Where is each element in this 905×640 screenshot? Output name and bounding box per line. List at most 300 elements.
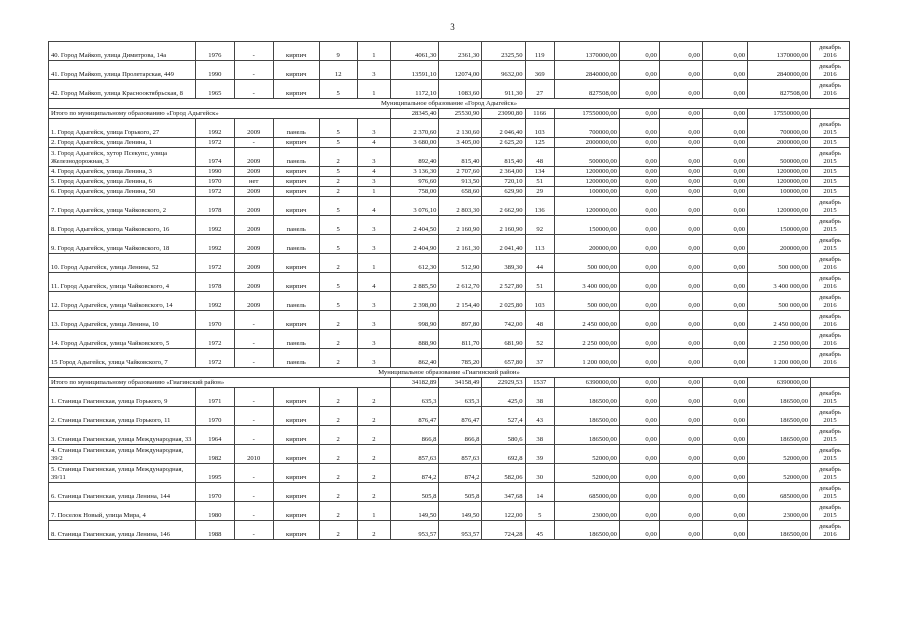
cell-entrances: 4: [357, 273, 391, 292]
cell-fund: 0,00: [619, 311, 659, 330]
cell-name: 7. Город Адыгейск, улица Чайковского, 2: [49, 197, 196, 216]
cell-cost-total: 23000,00: [554, 502, 619, 521]
cell-floors: 5: [319, 216, 357, 235]
cell-due: декабрь 2015: [811, 148, 850, 167]
cell-repair: -: [234, 80, 273, 99]
cell-area-total: 876,47: [391, 407, 439, 426]
cell-residents: 38: [525, 388, 554, 407]
cell-material: кирпич: [273, 521, 319, 540]
cell-due: декабрь 2015: [811, 483, 850, 502]
total-area-res: 22929,53: [482, 378, 525, 388]
cell-area-total: 976,60: [391, 177, 439, 187]
cell-cost-total: 500000,00: [554, 148, 619, 167]
cell-due: 2015: [811, 177, 850, 187]
cell-area-total: 3 680,00: [391, 138, 439, 148]
cell-year: 1972: [195, 187, 234, 197]
cell-area-total: 857,63: [391, 445, 439, 464]
cell-year: 1965: [195, 80, 234, 99]
cell-budget-reg: 0,00: [659, 330, 702, 349]
cell-budget-mun: 0,00: [702, 407, 747, 426]
cell-area-total: 892,40: [391, 148, 439, 167]
cell-material: кирпич: [273, 197, 319, 216]
cell-owners: 23000,00: [748, 502, 811, 521]
cell-area-total: 888,90: [391, 330, 439, 349]
cell-cost-total: 52000,00: [554, 464, 619, 483]
cell-name: 4. Город Адыгейск, улица Ленина, 3: [49, 167, 196, 177]
cell-repair: 2009: [234, 235, 273, 254]
cell-budget-mun: 0,00: [702, 426, 747, 445]
cell-owners: 100000,00: [748, 187, 811, 197]
cell-budget-reg: 0,00: [659, 197, 702, 216]
cell-area-living: 897,80: [439, 311, 482, 330]
cell-floors: 2: [319, 445, 357, 464]
cell-fund: 0,00: [619, 235, 659, 254]
cell-owners: 500 000,00: [748, 254, 811, 273]
cell-residents: 38: [525, 426, 554, 445]
cell-year: 1992: [195, 235, 234, 254]
cell-area-living: 3 405,00: [439, 138, 482, 148]
cell-area-total: 866,8: [391, 426, 439, 445]
cell-owners: 2000000,00: [748, 138, 811, 148]
table-row: [49, 235, 850, 254]
cell-budget-reg: 0,00: [659, 254, 702, 273]
cell-owners: 186500,00: [748, 521, 811, 540]
cell-residents: 51: [525, 273, 554, 292]
cell-cost-total: 1200000,00: [554, 177, 619, 187]
table-row: [49, 61, 850, 80]
cell-material: кирпич: [273, 502, 319, 521]
cell-area-res: 724,28: [482, 521, 525, 540]
total-empty-cell: [811, 378, 850, 388]
cell-due: декабрь 2015: [811, 407, 850, 426]
cell-area-res: 527,4: [482, 407, 525, 426]
cell-area-total: 505,8: [391, 483, 439, 502]
cell-fund: 0,00: [619, 349, 659, 368]
cell-area-total: 862,40: [391, 349, 439, 368]
cell-fund: 0,00: [619, 42, 659, 61]
cell-area-total: 758,00: [391, 187, 439, 197]
cell-floors: 5: [319, 138, 357, 148]
cell-name: 8. Станица Гиагинская, улица Ленина, 146: [49, 521, 196, 540]
total-cost-total: 6390000,00: [554, 378, 619, 388]
cell-fund: 0,00: [619, 426, 659, 445]
cell-area-total: 874,2: [391, 464, 439, 483]
total-fund: 0,00: [619, 109, 659, 119]
cell-cost-total: 2 250 000,00: [554, 330, 619, 349]
cell-material: кирпич: [273, 177, 319, 187]
cell-budget-reg: 0,00: [659, 407, 702, 426]
cell-due: декабрь 2015: [811, 445, 850, 464]
cell-material: кирпич: [273, 407, 319, 426]
cell-area-total: 3 136,30: [391, 167, 439, 177]
cell-entrances: 4: [357, 138, 391, 148]
cell-entrances: 2: [357, 483, 391, 502]
cell-area-res: 2 527,80: [482, 273, 525, 292]
cell-residents: 125: [525, 138, 554, 148]
cell-budget-mun: 0,00: [702, 80, 747, 99]
table-row: [49, 138, 850, 148]
cell-repair: нет: [234, 177, 273, 187]
cell-entrances: 3: [357, 292, 391, 311]
cell-budget-reg: 0,00: [659, 42, 702, 61]
cell-residents: 37: [525, 349, 554, 368]
cell-material: панель: [273, 292, 319, 311]
cell-budget-reg: 0,00: [659, 167, 702, 177]
cell-residents: 48: [525, 311, 554, 330]
cell-area-res: 629,90: [482, 187, 525, 197]
cell-year: 1972: [195, 254, 234, 273]
cell-residents: 39: [525, 445, 554, 464]
total-budget-reg: 0,00: [659, 109, 702, 119]
cell-area-living: 2 160,90: [439, 216, 482, 235]
cell-fund: 0,00: [619, 502, 659, 521]
cell-area-res: 2 046,40: [482, 119, 525, 138]
cell-area-total: 2 404,90: [391, 235, 439, 254]
cell-owners: 700000,00: [748, 119, 811, 138]
cell-area-res: 2 025,80: [482, 292, 525, 311]
cell-floors: 2: [319, 426, 357, 445]
cell-entrances: 3: [357, 177, 391, 187]
cell-repair: -: [234, 502, 273, 521]
cell-residents: 45: [525, 521, 554, 540]
cell-material: кирпич: [273, 187, 319, 197]
cell-entrances: 3: [357, 61, 391, 80]
cell-owners: 827508,00: [748, 80, 811, 99]
cell-repair: 2009: [234, 292, 273, 311]
table-row: [49, 148, 850, 167]
table-row: [49, 292, 850, 311]
cell-year: 1990: [195, 167, 234, 177]
cell-cost-total: 500 000,00: [554, 254, 619, 273]
table-row: [49, 177, 850, 187]
cell-entrances: 4: [357, 167, 391, 177]
cell-fund: 0,00: [619, 119, 659, 138]
cell-cost-total: 1 200 000,00: [554, 349, 619, 368]
cell-fund: 0,00: [619, 80, 659, 99]
cell-residents: 48: [525, 148, 554, 167]
cell-year: 1970: [195, 407, 234, 426]
cell-due: 2015: [811, 187, 850, 197]
cell-area-res: 389,30: [482, 254, 525, 273]
cell-area-res: 911,30: [482, 80, 525, 99]
total-residents: 1537: [525, 378, 554, 388]
cell-area-living: 149,50: [439, 502, 482, 521]
cell-repair: -: [234, 330, 273, 349]
cell-budget-reg: 0,00: [659, 521, 702, 540]
cell-area-res: 425,0: [482, 388, 525, 407]
cell-name: 15 Город Адыгейск, улица Чайковского, 7: [49, 349, 196, 368]
total-label: Итого по муниципальному образованию «Гиагинский район»: [49, 378, 391, 388]
total-area-living: 25530,90: [439, 109, 482, 119]
cell-budget-reg: 0,00: [659, 61, 702, 80]
cell-owners: 52000,00: [748, 445, 811, 464]
cell-floors: 5: [319, 235, 357, 254]
section-header: Муниципальное образование «Гиагинский район»: [49, 368, 850, 378]
cell-area-living: 857,63: [439, 445, 482, 464]
cell-budget-reg: 0,00: [659, 80, 702, 99]
cell-cost-total: 186500,00: [554, 426, 619, 445]
cell-floors: 2: [319, 177, 357, 187]
cell-budget-mun: 0,00: [702, 330, 747, 349]
cell-material: кирпич: [273, 388, 319, 407]
cell-budget-mun: 0,00: [702, 502, 747, 521]
cell-entrances: 1: [357, 187, 391, 197]
cell-area-total: 1172,10: [391, 80, 439, 99]
cell-budget-reg: 0,00: [659, 445, 702, 464]
cell-area-living: 953,57: [439, 521, 482, 540]
cell-budget-mun: 0,00: [702, 167, 747, 177]
cell-repair: 2009: [234, 119, 273, 138]
cell-repair: 2009: [234, 273, 273, 292]
cell-due: декабрь 2016: [811, 80, 850, 99]
cell-area-living: 635,3: [439, 388, 482, 407]
cell-due: декабрь 2016: [811, 254, 850, 273]
cell-material: панель: [273, 216, 319, 235]
cell-owners: 2 450 000,00: [748, 311, 811, 330]
cell-area-living: 2361,30: [439, 42, 482, 61]
cell-name: 40. Город Майкоп, улица Димитрова, 14а: [49, 42, 196, 61]
table-row: [49, 167, 850, 177]
cell-due: декабрь 2016: [811, 42, 850, 61]
cell-budget-mun: 0,00: [702, 197, 747, 216]
cell-material: кирпич: [273, 254, 319, 273]
cell-budget-mun: 0,00: [702, 292, 747, 311]
cell-cost-total: 100000,00: [554, 187, 619, 197]
cell-owners: 52000,00: [748, 464, 811, 483]
table-row: [49, 42, 850, 61]
cell-fund: 0,00: [619, 177, 659, 187]
cell-budget-reg: 0,00: [659, 502, 702, 521]
cell-name: 11. Город Адыгейск, улица Чайковского, 4: [49, 273, 196, 292]
cell-cost-total: 1370000,00: [554, 42, 619, 61]
cell-material: кирпич: [273, 61, 319, 80]
cell-entrances: 3: [357, 148, 391, 167]
cell-area-res: 347,68: [482, 483, 525, 502]
cell-budget-mun: 0,00: [702, 42, 747, 61]
cell-area-res: 692,8: [482, 445, 525, 464]
cell-budget-reg: 0,00: [659, 388, 702, 407]
cell-name: 7. Поселок Новый, улица Мира, 4: [49, 502, 196, 521]
cell-due: декабрь 2016: [811, 349, 850, 368]
cell-budget-reg: 0,00: [659, 119, 702, 138]
cell-area-res: 2325,50: [482, 42, 525, 61]
cell-residents: 44: [525, 254, 554, 273]
cell-cost-total: 200000,00: [554, 235, 619, 254]
cell-year: 1970: [195, 483, 234, 502]
cell-name: 3. Станица Гиагинская, улица Международная, 33: [49, 426, 196, 445]
cell-name: 10. Город Адыгейск, улица Ленина, 52: [49, 254, 196, 273]
cell-residents: 43: [525, 407, 554, 426]
cell-budget-mun: 0,00: [702, 483, 747, 502]
cell-fund: 0,00: [619, 167, 659, 177]
cell-fund: 0,00: [619, 187, 659, 197]
cell-area-living: 874,2: [439, 464, 482, 483]
cell-budget-reg: 0,00: [659, 464, 702, 483]
cell-repair: -: [234, 483, 273, 502]
cell-floors: 2: [319, 254, 357, 273]
cell-budget-reg: 0,00: [659, 483, 702, 502]
section-header-row: [49, 368, 850, 378]
cell-residents: 136: [525, 197, 554, 216]
cell-floors: 12: [319, 61, 357, 80]
table-row: [49, 349, 850, 368]
cell-cost-total: 2000000,00: [554, 138, 619, 148]
cell-entrances: 3: [357, 349, 391, 368]
cell-entrances: 2: [357, 445, 391, 464]
cell-repair: 2009: [234, 187, 273, 197]
cell-repair: -: [234, 42, 273, 61]
cell-area-living: 2 707,60: [439, 167, 482, 177]
cell-owners: 200000,00: [748, 235, 811, 254]
cell-name: 1. Станица Гиагинская, улица Горького, 9: [49, 388, 196, 407]
cell-owners: 1200000,00: [748, 177, 811, 187]
cell-year: 1970: [195, 311, 234, 330]
cell-floors: 2: [319, 502, 357, 521]
total-empty-cell: [811, 109, 850, 119]
cell-cost-total: 3 400 000,00: [554, 273, 619, 292]
cell-budget-mun: 0,00: [702, 61, 747, 80]
cell-due: 2015: [811, 167, 850, 177]
cell-year: 1988: [195, 521, 234, 540]
table-row: [49, 502, 850, 521]
table-row: [49, 407, 850, 426]
table-row: [49, 464, 850, 483]
cell-fund: 0,00: [619, 138, 659, 148]
table-row: [49, 187, 850, 197]
section-header: Муниципальное образование «Город Адыгейск»: [49, 99, 850, 109]
cell-material: панель: [273, 330, 319, 349]
cell-residents: 103: [525, 119, 554, 138]
cell-entrances: 3: [357, 119, 391, 138]
cell-owners: 3 400 000,00: [748, 273, 811, 292]
cell-budget-reg: 0,00: [659, 426, 702, 445]
cell-budget-mun: 0,00: [702, 254, 747, 273]
cell-area-res: 720,10: [482, 177, 525, 187]
cell-name: 6. Город Адыгейск, улица Ленина, 50: [49, 187, 196, 197]
cell-fund: 0,00: [619, 483, 659, 502]
cell-floors: 2: [319, 483, 357, 502]
cell-material: кирпич: [273, 42, 319, 61]
cell-residents: 51: [525, 177, 554, 187]
cell-year: 1974: [195, 148, 234, 167]
cell-area-res: 2 364,00: [482, 167, 525, 177]
cell-owners: 685000,00: [748, 483, 811, 502]
cell-area-res: 2 625,20: [482, 138, 525, 148]
cell-repair: -: [234, 311, 273, 330]
cell-year: 1972: [195, 330, 234, 349]
cell-area-living: 658,60: [439, 187, 482, 197]
cell-floors: 2: [319, 464, 357, 483]
cell-repair: 2009: [234, 254, 273, 273]
cell-area-total: 13591,10: [391, 61, 439, 80]
cell-year: 1990: [195, 61, 234, 80]
table-row: [49, 445, 850, 464]
cell-cost-total: 1200000,00: [554, 167, 619, 177]
cell-budget-mun: 0,00: [702, 464, 747, 483]
cell-residents: 103: [525, 292, 554, 311]
cell-floors: 2: [319, 330, 357, 349]
table-row: [49, 273, 850, 292]
cell-name: 4. Станица Гиагинская, улица Международная, 39/2: [49, 445, 196, 464]
cell-residents: 30: [525, 464, 554, 483]
cell-cost-total: 186500,00: [554, 521, 619, 540]
cell-entrances: 3: [357, 235, 391, 254]
total-owners: 6390000,00: [748, 378, 811, 388]
cell-material: панель: [273, 148, 319, 167]
cell-fund: 0,00: [619, 197, 659, 216]
cell-floors: 5: [319, 292, 357, 311]
cell-owners: 186500,00: [748, 388, 811, 407]
cell-floors: 5: [319, 197, 357, 216]
total-area-living: 34158,49: [439, 378, 482, 388]
cell-area-res: 2 662,90: [482, 197, 525, 216]
total-budget-mun: 0,00: [702, 109, 747, 119]
cell-material: кирпич: [273, 167, 319, 177]
cell-floors: 9: [319, 42, 357, 61]
total-area-total: 34182,89: [391, 378, 439, 388]
cell-budget-mun: 0,00: [702, 148, 747, 167]
cell-due: декабрь 2016: [811, 273, 850, 292]
cell-entrances: 1: [357, 254, 391, 273]
cell-area-living: 811,70: [439, 330, 482, 349]
cell-name: 3. Город Адыгейск, хутор Псекупс, улица Железнодорожная, 3: [49, 148, 196, 167]
cell-entrances: 2: [357, 388, 391, 407]
cell-due: декабрь 2016: [811, 292, 850, 311]
total-budget-mun: 0,00: [702, 378, 747, 388]
section-total-row: [49, 378, 850, 388]
cell-material: кирпич: [273, 445, 319, 464]
cell-year: 1982: [195, 445, 234, 464]
total-label: Итого по муниципальному образованию «Город Адыгейск»: [49, 109, 391, 119]
cell-budget-mun: 0,00: [702, 138, 747, 148]
cell-area-res: 2 041,40: [482, 235, 525, 254]
cell-repair: 2009: [234, 197, 273, 216]
table-row: [49, 330, 850, 349]
cell-floors: 5: [319, 273, 357, 292]
cell-area-total: 2 398,00: [391, 292, 439, 311]
cell-area-total: 3 076,10: [391, 197, 439, 216]
cell-budget-mun: 0,00: [702, 311, 747, 330]
cell-year: 1970: [195, 177, 234, 187]
cell-area-living: 2 612,70: [439, 273, 482, 292]
cell-year: 1992: [195, 119, 234, 138]
cell-fund: 0,00: [619, 464, 659, 483]
cell-area-res: 815,40: [482, 148, 525, 167]
table-body: [49, 42, 850, 540]
cell-area-total: 998,90: [391, 311, 439, 330]
section-header-row: [49, 99, 850, 109]
cell-owners: 150000,00: [748, 216, 811, 235]
cell-year: 1978: [195, 273, 234, 292]
cell-name: 1. Город Адыгейск, улица Горького, 27: [49, 119, 196, 138]
cell-budget-reg: 0,00: [659, 187, 702, 197]
cell-entrances: 4: [357, 197, 391, 216]
cell-name: 5. Станица Гиагинская, улица Международная, 39/11: [49, 464, 196, 483]
cell-floors: 5: [319, 119, 357, 138]
cell-area-res: 122,00: [482, 502, 525, 521]
cell-material: панель: [273, 235, 319, 254]
cell-repair: -: [234, 61, 273, 80]
cell-repair: -: [234, 407, 273, 426]
cell-area-res: 681,90: [482, 330, 525, 349]
table-row: [49, 216, 850, 235]
cell-cost-total: 52000,00: [554, 445, 619, 464]
cell-year: 1995: [195, 464, 234, 483]
cell-due: декабрь 2016: [811, 61, 850, 80]
cell-owners: 1 200 000,00: [748, 349, 811, 368]
cell-area-living: 815,40: [439, 148, 482, 167]
total-owners: 17550000,00: [748, 109, 811, 119]
